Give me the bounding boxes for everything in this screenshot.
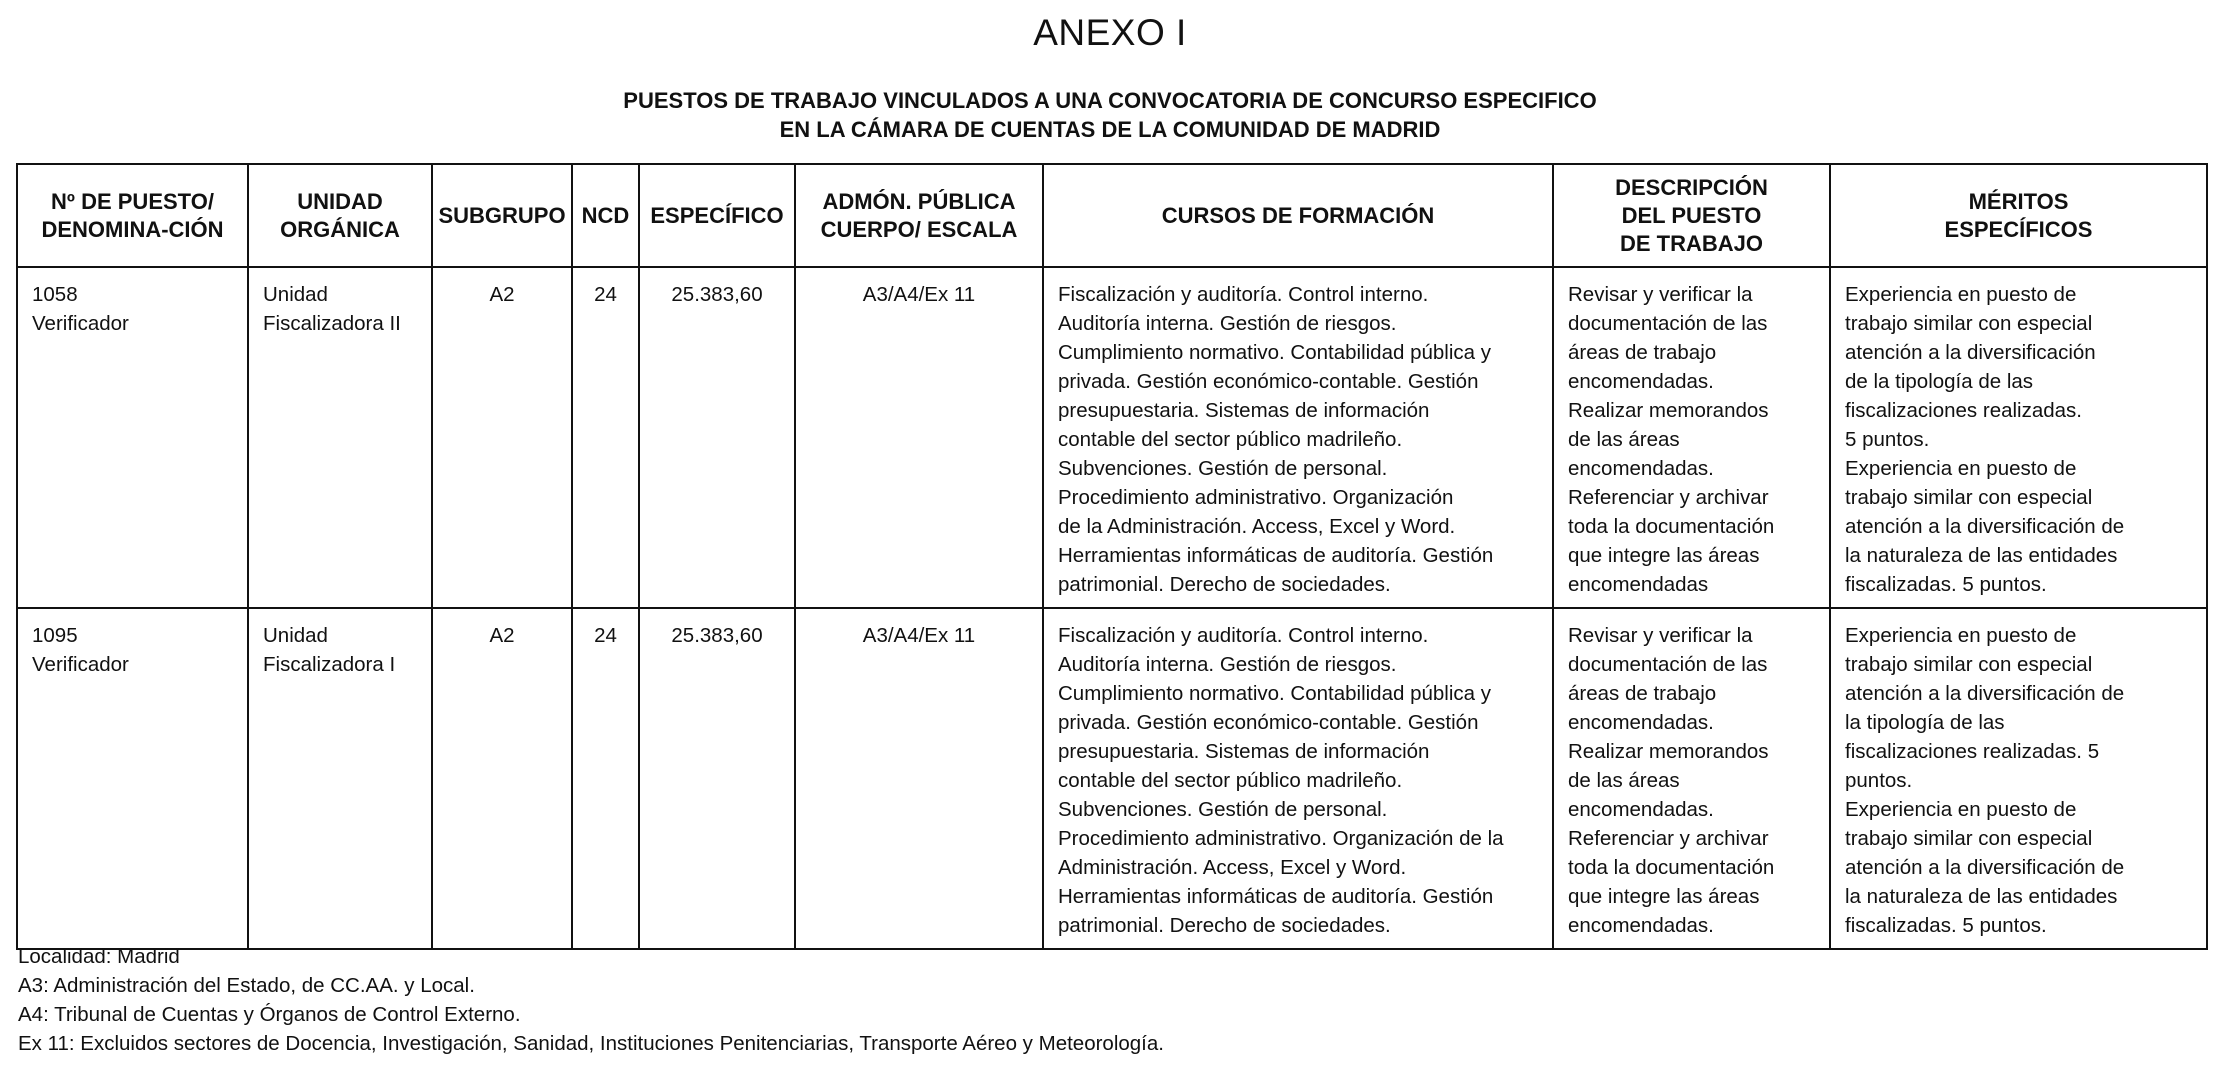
cell-meritos-line: trabajo similar con especial: [1845, 653, 2093, 676]
cell-ncd-value: 24: [594, 624, 617, 647]
cell-descripcion-line: Revisar y verificar la: [1568, 624, 1753, 647]
cell-cursos-line: Fiscalización y auditoría. Control interno.: [1058, 283, 1429, 306]
cell-descripcion-line: documentación de las: [1568, 653, 1768, 676]
cell-cursos-line: Procedimiento administrativo. Organización: [1058, 486, 1454, 509]
cell-meritos-line: la tipología de las: [1845, 711, 2005, 734]
cell-cursos-line: presupuestaria. Sistemas de información: [1058, 740, 1430, 763]
cell-meritos-line: trabajo similar con especial: [1845, 312, 2093, 335]
cell-cursos-line: contable del sector público madrileño.: [1058, 428, 1403, 451]
cell-especifico-value: 25.383,60: [671, 624, 763, 647]
cell-cursos-line: Subvenciones. Gestión de personal.: [1058, 798, 1388, 821]
header-admon: ADMÓN. PÚBLICA CUERPO/ ESCALA: [795, 164, 1043, 267]
cell-meritos-line: fiscalizaciones realizadas.: [1845, 399, 2083, 422]
cell-unidad-line: Fiscalizadora I: [263, 653, 396, 676]
cell-cursos-line: privada. Gestión económico-contable. Gestión: [1058, 711, 1479, 734]
cell-cursos-line: Cumplimiento normativo. Contabilidad pública y: [1058, 341, 1491, 364]
subtitle-line: PUESTOS DE TRABAJO VINCULADOS A UNA CONVOCATORIA DE CONCURSO ESPECIFICO: [623, 88, 1597, 113]
cell-cursos-line: contable del sector público madrileño.: [1058, 769, 1403, 792]
cell-puesto-line: Verificador: [32, 653, 129, 676]
cell-meritos-line: trabajo similar con especial: [1845, 486, 2093, 509]
cell-cursos-line: de la Administración. Access, Excel y Word.: [1058, 515, 1456, 538]
header-unidad: UNIDAD ORGÁNICA: [248, 164, 432, 267]
cell-meritos-line: atención a la diversificación de: [1845, 515, 2125, 538]
cell-meritos-line: la naturaleza de las entidades: [1845, 544, 2118, 567]
cell-admon-value: A3/A4/Ex 11: [862, 283, 976, 306]
cell-meritos-line: atención a la diversificación: [1845, 341, 2096, 364]
cell-descripcion-line: encomendadas: [1568, 573, 1709, 596]
cell-descripcion-line: encomendadas.: [1568, 457, 1714, 480]
document-subtitle: [0, 86, 2220, 144]
cell-meritos-line: la naturaleza de las entidades: [1845, 885, 2118, 908]
cell-meritos-line: Experiencia en puesto de: [1845, 283, 2077, 306]
cell-cursos-line: Procedimiento administrativo. Organización de la: [1058, 827, 1504, 850]
cell-meritos-line: Experiencia en puesto de: [1845, 624, 2077, 647]
cell-subgrupo: [432, 608, 572, 949]
footnote: A3: Administración del Estado, de CC.AA. y Local.: [18, 974, 475, 997]
header-especifico: ESPECÍFICO: [639, 164, 795, 267]
cell-cursos-line: Cumplimiento normativo. Contabilidad pública y: [1058, 682, 1491, 705]
cell-descripcion-line: de las áreas: [1568, 428, 1680, 451]
cell-descripcion-line: documentación de las: [1568, 312, 1768, 335]
header-subgrupo: SUBGRUPO: [432, 164, 572, 267]
header-meritos: MÉRITOS ESPECÍFICOS: [1830, 164, 2207, 267]
cell-descripcion-line: encomendadas.: [1568, 798, 1714, 821]
cell-especifico: [639, 267, 795, 608]
cell-descripcion-line: Referenciar y archivar: [1568, 827, 1769, 850]
positions-table: [16, 163, 2208, 950]
footnote: A4: Tribunal de Cuentas y Órganos de Control Externo.: [18, 1003, 521, 1026]
cell-puesto-line: 1095: [32, 624, 78, 647]
cell-puesto-line: Verificador: [32, 312, 129, 335]
cell-cursos-line: presupuestaria. Sistemas de información: [1058, 399, 1430, 422]
cell-puesto: [17, 608, 248, 949]
cell-meritos-line: trabajo similar con especial: [1845, 827, 2093, 850]
header-puesto: Nº DE PUESTO/ DENOMINA-CIÓN: [17, 164, 248, 267]
cell-cursos-line: Herramientas informáticas de auditoría. Gestión: [1058, 544, 1494, 567]
cell-cursos-line: Fiscalización y auditoría. Control interno.: [1058, 624, 1429, 647]
cell-cursos-line: Administración. Access, Excel y Word.: [1058, 856, 1407, 879]
cell-descripcion-line: de las áreas: [1568, 769, 1680, 792]
cell-descripcion-line: áreas de trabajo: [1568, 682, 1717, 705]
header-cursos: CURSOS DE FORMACIÓN: [1043, 164, 1553, 267]
cell-cursos: [1043, 608, 1553, 949]
cell-meritos-line: puntos.: [1845, 769, 1913, 792]
cell-puesto-line: 1058: [32, 283, 78, 306]
cell-especifico-value: 25.383,60: [671, 283, 763, 306]
cell-especifico: [639, 608, 795, 949]
cell-meritos-line: atención a la diversificación de: [1845, 682, 2125, 705]
cell-admon: [795, 608, 1043, 949]
cell-unidad: [248, 608, 432, 949]
cell-admon: [795, 267, 1043, 608]
table-row: [17, 267, 2207, 608]
cell-meritos: [1830, 267, 2207, 608]
cell-meritos-line: 5 puntos.: [1845, 428, 1930, 451]
cell-unidad-line: Unidad: [263, 283, 328, 306]
header-ncd: NCD: [572, 164, 639, 267]
cell-cursos-line: Auditoría interna. Gestión de riesgos.: [1058, 312, 1397, 335]
cell-descripcion-line: Referenciar y archivar: [1568, 486, 1769, 509]
cell-cursos-line: patrimonial. Derecho de sociedades.: [1058, 573, 1391, 596]
cell-meritos-line: Experiencia en puesto de: [1845, 798, 2077, 821]
footnotes: [18, 942, 1164, 1058]
cell-meritos-line: fiscalizaciones realizadas. 5: [1845, 740, 2100, 763]
cell-cursos-line: patrimonial. Derecho de sociedades.: [1058, 914, 1391, 937]
cell-ncd-value: 24: [594, 283, 617, 306]
cell-descripcion-line: que integre las áreas: [1568, 885, 1760, 908]
cell-descripcion-line: toda la documentación: [1568, 856, 1775, 879]
cell-cursos-line: Herramientas informáticas de auditoría. Gestión: [1058, 885, 1494, 908]
table-header-row: [17, 164, 2207, 267]
cell-subgrupo: [432, 267, 572, 608]
cell-meritos-line: fiscalizadas. 5 puntos.: [1845, 914, 2047, 937]
cell-meritos-line: de la tipología de las: [1845, 370, 2034, 393]
footnote: Localidad: Madrid: [18, 945, 180, 968]
cell-meritos-line: atención a la diversificación de: [1845, 856, 2125, 879]
header-descripcion: DESCRIPCIÓN DEL PUESTO DE TRABAJO: [1553, 164, 1830, 267]
cell-unidad: [248, 267, 432, 608]
subtitle-line: EN LA CÁMARA DE CUENTAS DE LA COMUNIDAD DE MADRID: [779, 117, 1441, 142]
cell-meritos-line: Experiencia en puesto de: [1845, 457, 2077, 480]
cell-meritos: [1830, 608, 2207, 949]
cell-cursos: [1043, 267, 1553, 608]
cell-descripcion-line: Revisar y verificar la: [1568, 283, 1753, 306]
document-title: ANEXO I: [1033, 12, 1187, 53]
cell-subgrupo-value: A2: [489, 624, 515, 647]
cell-cursos-line: privada. Gestión económico-contable. Gestión: [1058, 370, 1479, 393]
cell-cursos-line: Auditoría interna. Gestión de riesgos.: [1058, 653, 1397, 676]
cell-descripcion-line: encomendadas.: [1568, 711, 1714, 734]
cell-ncd: [572, 608, 639, 949]
cell-descripcion: [1553, 608, 1830, 949]
table-row: [17, 608, 2207, 949]
cell-descripcion-line: áreas de trabajo: [1568, 341, 1717, 364]
cell-descripcion-line: que integre las áreas: [1568, 544, 1760, 567]
footnote: Ex 11: Excluidos sectores de Docencia, Investigación, Sanidad, Instituciones Penitenciarias, Transporte Aéreo y Meteorología.: [18, 1032, 1164, 1055]
cell-meritos-line: fiscalizadas. 5 puntos.: [1845, 573, 2047, 596]
cell-descripcion-line: toda la documentación: [1568, 515, 1775, 538]
cell-descripcion-line: encomendadas.: [1568, 370, 1714, 393]
cell-descripcion-line: encomendadas.: [1568, 914, 1714, 937]
cell-unidad-line: Unidad: [263, 624, 328, 647]
cell-unidad-line: Fiscalizadora II: [263, 312, 401, 335]
cell-descripcion-line: Realizar memorandos: [1568, 740, 1769, 763]
cell-admon-value: A3/A4/Ex 11: [862, 624, 976, 647]
cell-descripcion: [1553, 267, 1830, 608]
cell-descripcion-line: Realizar memorandos: [1568, 399, 1769, 422]
cell-cursos-line: Subvenciones. Gestión de personal.: [1058, 457, 1388, 480]
cell-puesto: [17, 267, 248, 608]
cell-subgrupo-value: A2: [489, 283, 515, 306]
cell-ncd: [572, 267, 639, 608]
